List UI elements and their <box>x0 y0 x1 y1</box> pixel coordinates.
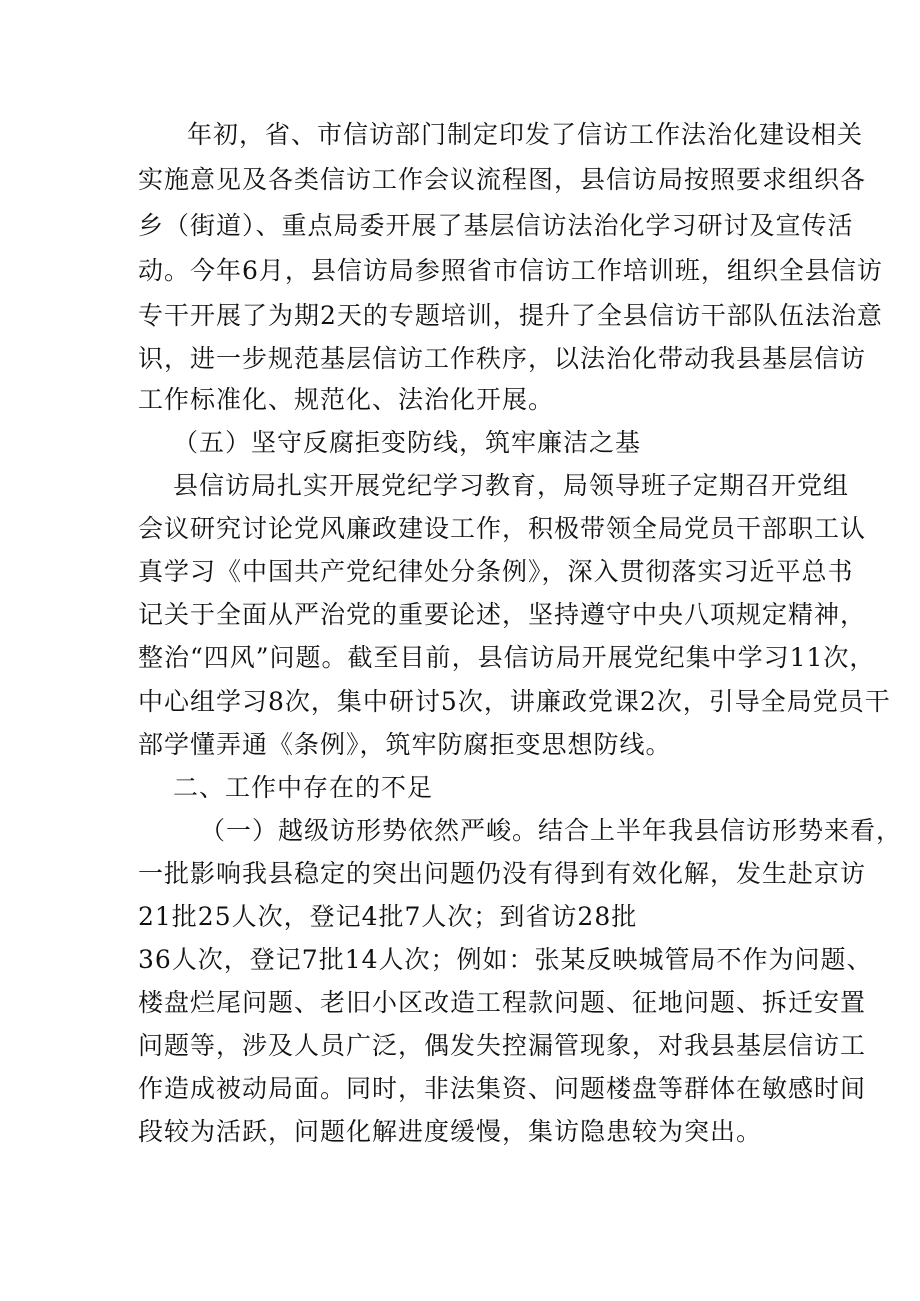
section-heading: （五）坚守反腐拒变防线，筑牢廉洁之基 <box>173 428 642 457</box>
paragraph-line: 乡（街道）、重点局委开展了基层信访法治化学习研讨及宣传活 <box>138 211 854 240</box>
paragraph-line: 问题等，涉及人员广泛，偶发失控漏管现象，对我县基层信访工 <box>138 1031 867 1060</box>
paragraph-line: 中心组学习8次，集中研讨5次，讲廉政党课2次，引导全局党员干 <box>138 687 891 716</box>
paragraph-line: 一批影响我县稳定的突出问题仍没有得到有效化解，发生赴京访 <box>138 859 867 888</box>
paragraph-line: 段较为活跃，问题化解进度缓慢，集访隐患较为突出。 <box>138 1117 763 1146</box>
paragraph-line: 县信访局扎实开展党纪学习教育，局领导班子定期召开党组 <box>173 471 850 500</box>
paragraph-line: 真学习《中国共产党纪律处分条例》，深入贯彻落实习近平总书 <box>138 557 854 586</box>
paragraph-line: 整治“四风”问题。截至目前，县信访局开展党纪集中学习11次， <box>138 643 876 672</box>
paragraph-line: 记关于全面从严治党的重要论述，坚持遵守中央八项规定精神， <box>138 600 867 629</box>
paragraph-line: 工作标准化、规范化、法治化开展。 <box>138 385 555 414</box>
paragraph-line: 21批25人次，登记4批7人次；到省访28批 <box>138 902 638 931</box>
section-heading: 二、工作中存在的不足 <box>173 773 434 802</box>
subsection-heading: （一）越级访形势依然严峻。结合上半年我县信访形势来看， <box>200 816 903 845</box>
paragraph-line: 专干开展了为期2天的专题培训，提升了全县信访干部队伍法治意 <box>138 301 883 330</box>
paragraph-line: 楼盘烂尾问题、老旧小区改造工程款问题、征地问题、拆迁安置 <box>138 988 867 1017</box>
paragraph-line: 识，进一步规范基层信访工作秩序，以法治化带动我县基层信访 <box>138 344 867 373</box>
paragraph-line: 年初，省、市信访部门制定印发了信访工作法治化建设相关 <box>187 120 864 149</box>
paragraph-line: 作造成被动局面。同时，非法集资、问题楼盘等群体在敏感时间 <box>138 1074 867 1103</box>
paragraph-line: 实施意见及各类信访工作会议流程图，县信访局按照要求组织各 <box>138 165 867 194</box>
paragraph-line: 会议研究讨论党风廉政建设工作，积极带领全局党员干部职工认 <box>138 514 867 543</box>
paragraph-line: 部学懂弄通《条例》，筑牢防腐拒变思想防线。 <box>138 730 672 759</box>
paragraph-line: 动。今年6月，县信访局参照省市信访工作培训班，组织全县信访 <box>138 256 883 285</box>
paragraph-line: 36人次，登记7批14人次；例如：张某反映城管局不作为问题、 <box>138 945 873 974</box>
